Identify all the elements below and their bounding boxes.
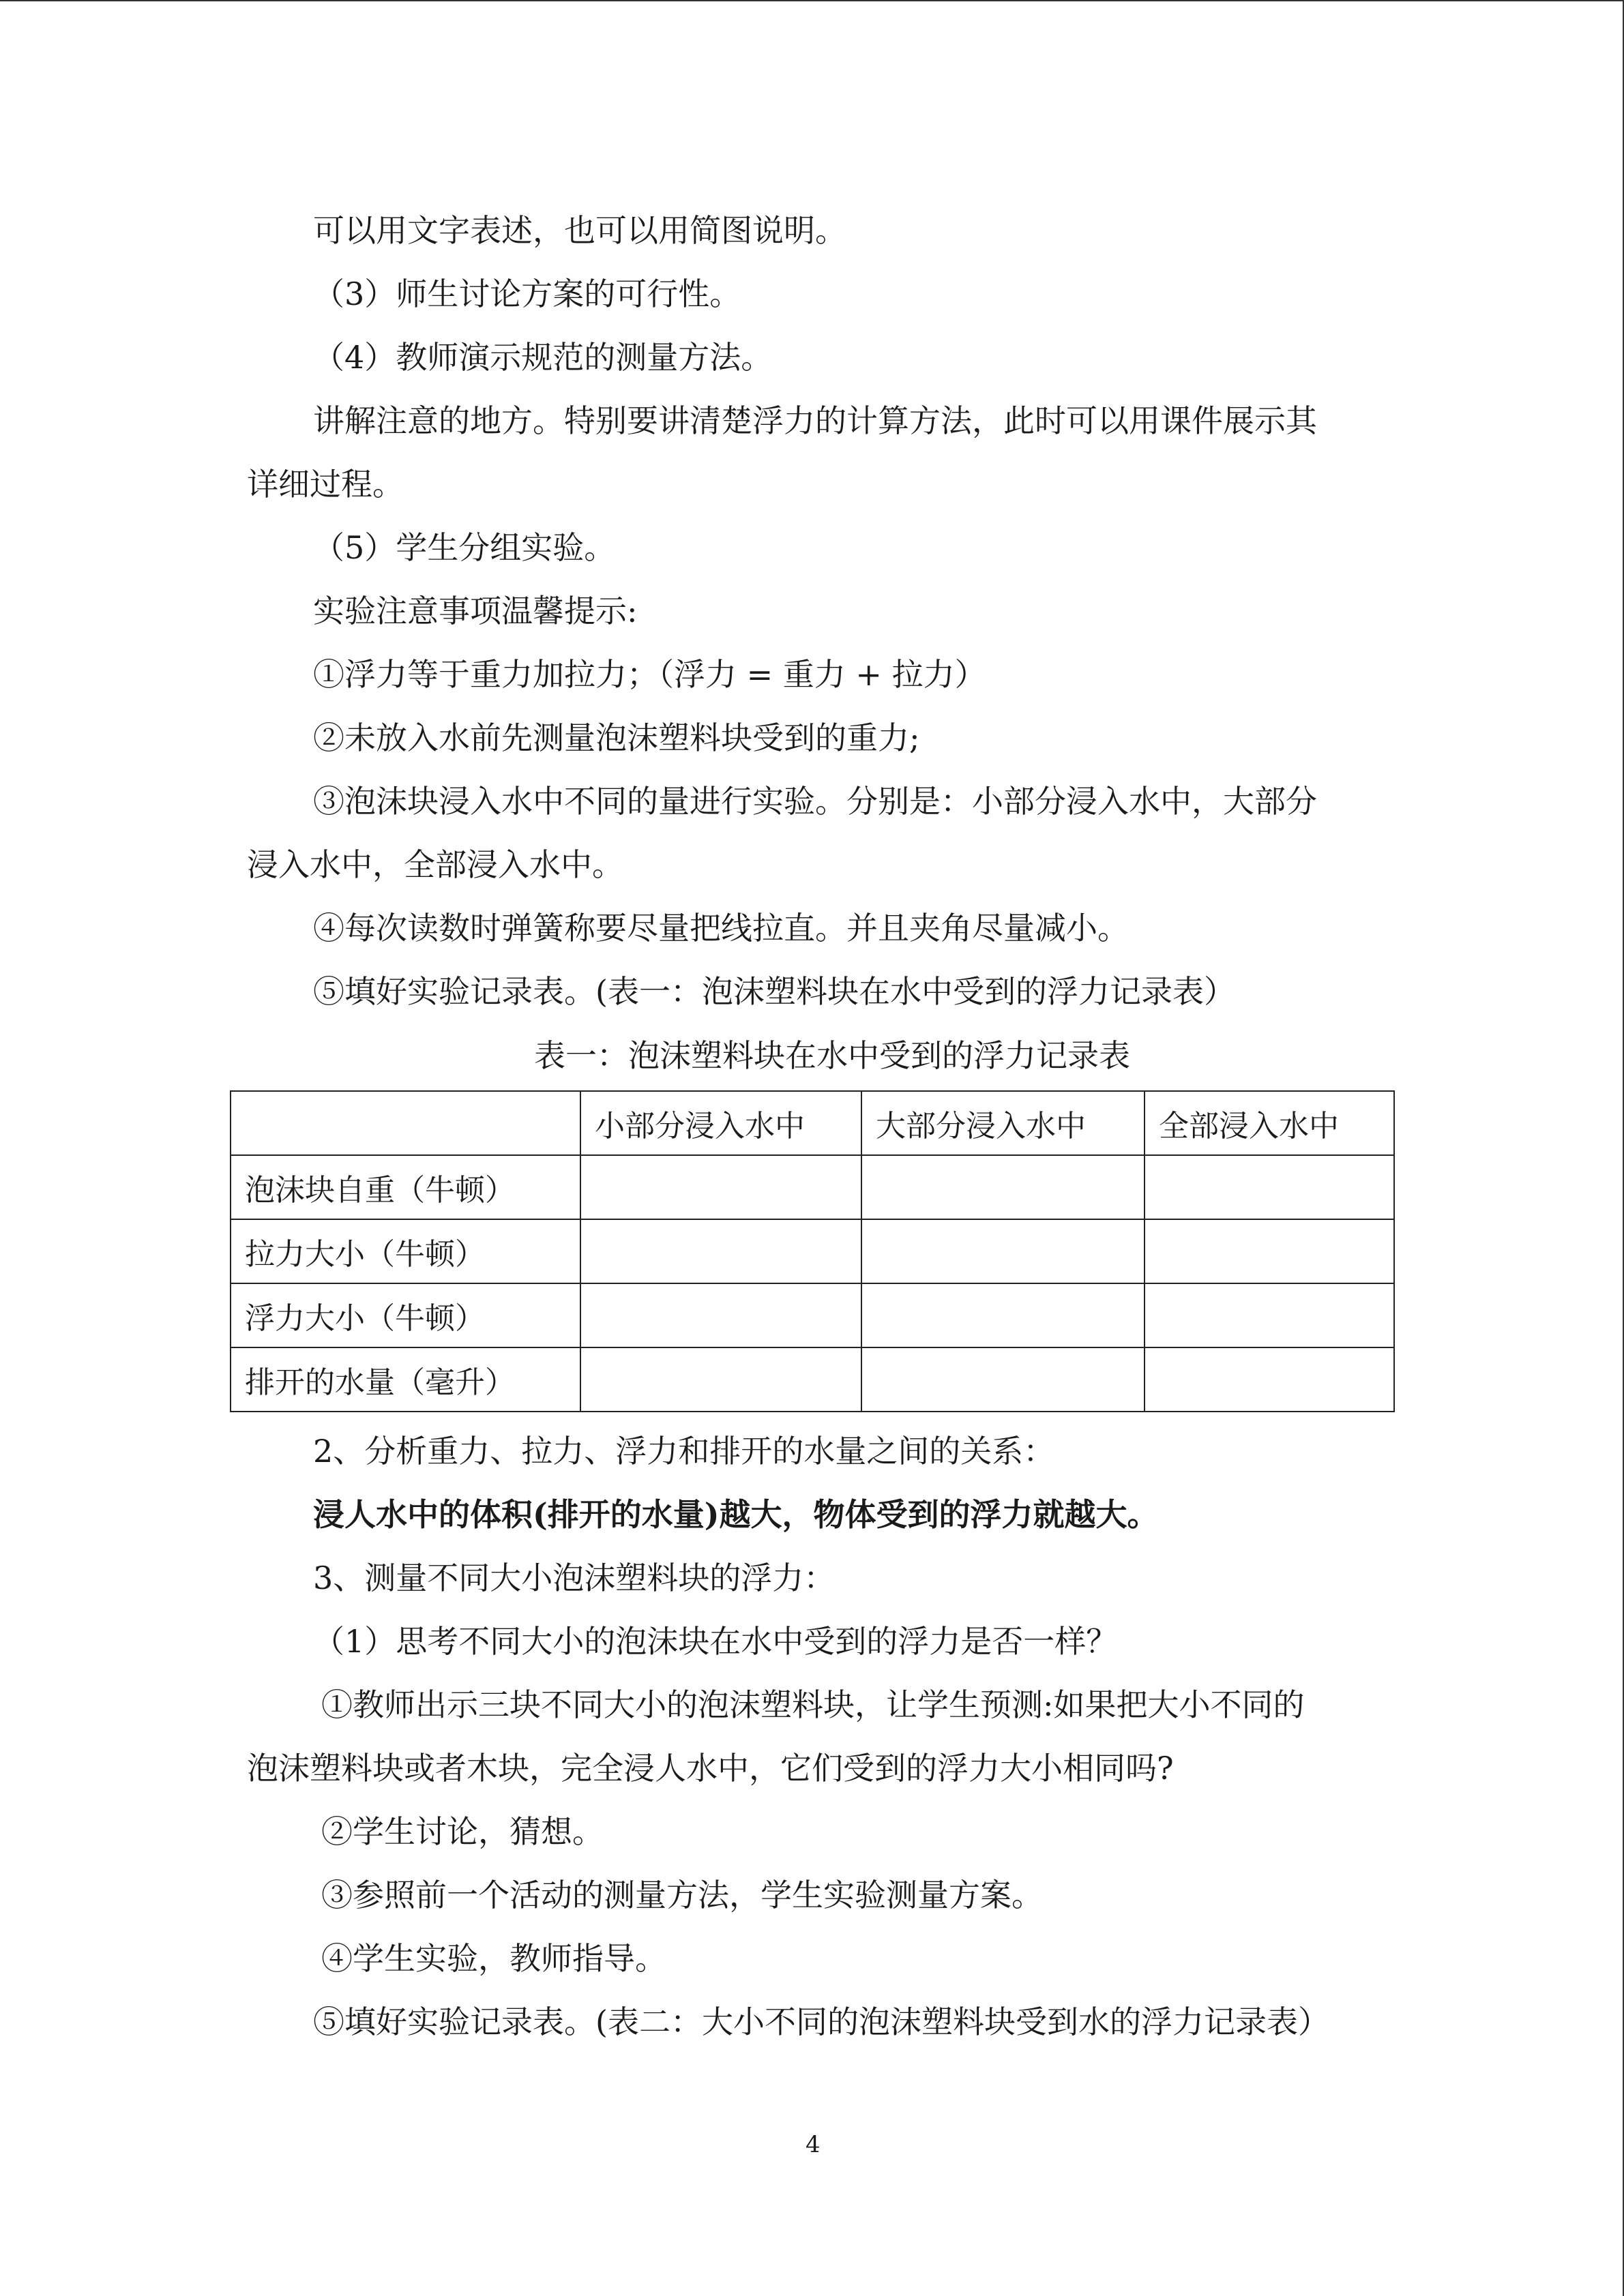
table-cell <box>861 1283 1145 1347</box>
table-header-cell: 大部分浸入水中 <box>861 1091 1145 1155</box>
table-header-cell <box>231 1091 580 1155</box>
text-line: （5）学生分组实验。 <box>313 529 616 566</box>
text-line: 详细过程。 <box>247 466 404 503</box>
table-cell <box>861 1347 1145 1412</box>
text-line: ④学生实验，教师指导。 <box>321 1940 666 1977</box>
table-row <box>231 1219 1394 1283</box>
table-row <box>231 1347 1394 1412</box>
text-line: ②未放入水前先测量泡沫塑料块受到的重力; <box>313 719 920 756</box>
text-line: 浸入水中，全部浸入水中。 <box>247 846 623 883</box>
text-line: （1）思考不同大小的泡沫块在水中受到的浮力是否一样？ <box>313 1623 1118 1660</box>
text-line: ③参照前一个活动的测量方法，学生实验测量方案。 <box>321 1877 1043 1913</box>
text-line: ①浮力等于重力加拉力；（浮力 = 重力 + 拉力） <box>313 656 986 693</box>
text-line: ②学生讨论，猜想。 <box>321 1813 604 1850</box>
table-row-label: 排开的水量（毫升） <box>231 1347 580 1412</box>
text-line: ⑤填好实验记录表。(表一：泡沫塑料块在水中受到的浮力记录表） <box>313 973 1235 1010</box>
table-cell <box>861 1155 1145 1219</box>
bold-conclusion: 浸人水中的体积(排开的水量)越大，物体受到的浮力就越大。 <box>313 1496 1159 1533</box>
text-line: ①教师出示三块不同大小的泡沫塑料块，让学生预测:如果把大小不同的 <box>321 1686 1305 1723</box>
text-line: ⑤填好实验记录表。(表二：大小不同的泡沫塑料块受到水的浮力记录表） <box>313 2003 1329 2040</box>
table-cell <box>580 1219 861 1283</box>
table-cell <box>580 1347 861 1412</box>
text-line: ④每次读数时弹簧称要尽量把线拉直。并且夹角尽量减小。 <box>313 910 1129 946</box>
table-cell <box>1145 1283 1394 1347</box>
record-table <box>230 1090 1395 1412</box>
text-line: ③泡沫块浸入水中不同的量进行实验。分别是：小部分浸入水中，大部分 <box>313 783 1317 820</box>
text-line: 实验注意事项温馨提示: <box>313 593 638 629</box>
page-number: 4 <box>806 2131 821 2158</box>
text-line: 3、测量不同大小泡沫塑料块的浮力： <box>313 1560 836 1596</box>
page-border-top <box>0 0 1624 1</box>
text-line: 2、分析重力、拉力、浮力和排开的水量之间的关系： <box>313 1433 1055 1470</box>
text-line: 讲解注意的地方。特别要讲清楚浮力的计算方法，此时可以用课件展示其 <box>313 402 1317 439</box>
table-row <box>231 1283 1394 1347</box>
text-line: （3）师生讨论方案的可行性。 <box>313 275 741 312</box>
table-cell <box>580 1155 861 1219</box>
table-row-label: 泡沫块自重（牛顿） <box>231 1155 580 1219</box>
table-row <box>231 1155 1394 1219</box>
table-row-label: 拉力大小（牛顿） <box>231 1219 580 1283</box>
table-cell <box>1145 1219 1394 1283</box>
table-header-cell: 小部分浸入水中 <box>580 1091 861 1155</box>
text-line: 泡沫塑料块或者木块，完全浸人水中，它们受到的浮力大小相同吗? <box>247 1750 1174 1787</box>
table-cell <box>1145 1347 1394 1412</box>
table-caption: 表一：泡沫塑料块在水中受到的浮力记录表 <box>534 1037 1130 1074</box>
table-header-row <box>231 1091 1394 1155</box>
text-line: 可以用文字表述，也可以用简图说明。 <box>313 212 846 249</box>
text-line: （4）教师演示规范的测量方法。 <box>313 339 773 376</box>
table-row-label: 浮力大小（牛顿） <box>231 1283 580 1347</box>
table-cell <box>580 1283 861 1347</box>
table-header-cell: 全部浸入水中 <box>1145 1091 1394 1155</box>
table-cell <box>861 1219 1145 1283</box>
table-cell <box>1145 1155 1394 1219</box>
